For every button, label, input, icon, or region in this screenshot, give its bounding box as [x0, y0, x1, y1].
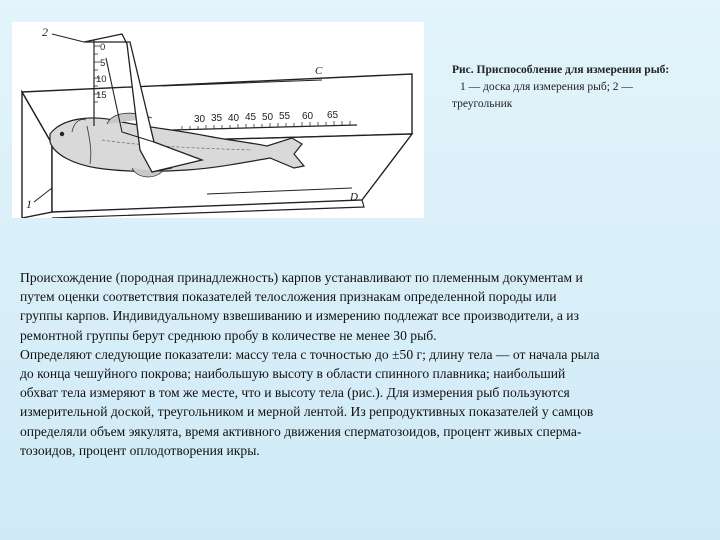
vscale-label-10: 10 — [96, 74, 107, 85]
label-letter-c: С — [315, 65, 323, 77]
scale-label-65: 65 — [327, 110, 339, 121]
caption-title: Рис. Приспособление для измерения рыб: — [452, 64, 670, 76]
body-line: тозоидов, процент оплодотворения икры. — [20, 442, 260, 458]
body-line: определяли объем эякулята, время активного движения сперматозоидов, процент живых сперма- — [20, 423, 582, 439]
label-triangle-number: 2 — [42, 25, 48, 39]
body-text — [20, 268, 710, 460]
label-letter-d: D — [350, 191, 358, 203]
scale-label-55: 55 — [279, 111, 291, 122]
triangle-callout-line — [52, 34, 84, 42]
caption-body: 1 — доска для измерения рыб; 2 — треугольник — [452, 81, 633, 110]
vscale-label-0: 0 — [100, 42, 106, 53]
body-line: измерительной доской, треугольником и мерной лентой. Из репродуктивных показателей у самцов — [20, 404, 594, 420]
vscale-label-5: 5 — [100, 58, 106, 69]
figure-caption — [452, 62, 672, 113]
fish-board-drawing — [12, 22, 424, 218]
figure-fish-measuring-board — [12, 22, 424, 218]
label-board-number: 1 — [26, 197, 32, 211]
scale-label-60: 60 — [302, 111, 314, 122]
scale-label-40: 40 — [228, 113, 240, 124]
body-line: обхват тела измеряют в том же месте, что и высоту тела (рис.). Для измерения рыб пользуются — [20, 385, 570, 401]
body-line: до конца чешуйного покрова; наибольшую высоту в области спинного плавника; наибольший — [20, 366, 566, 382]
body-line: путем оценки соответствия показателей телосложения признакам определенной породы или — [20, 289, 557, 305]
scale-label-30: 30 — [194, 114, 206, 125]
body-line: группы карпов. Индивидуальному взвешиванию и измерению подлежат все производители, а из — [20, 308, 579, 324]
body-line: ремонтной группы берут среднюю пробу в количестве не менее 30 рыб. — [20, 327, 437, 343]
vscale-label-15: 15 — [96, 90, 107, 101]
body-line: Происхождение (породная принадлежность) карпов устанавливают по племенным документам и — [20, 270, 583, 285]
scale-label-45: 45 — [245, 112, 257, 123]
body-line: Определяют следующие показатели: массу тела с точностью до ±50 г; длину тела — от начала рыла — [20, 346, 600, 362]
scale-label-50: 50 — [262, 112, 274, 123]
scale-label-35: 35 — [211, 113, 223, 124]
